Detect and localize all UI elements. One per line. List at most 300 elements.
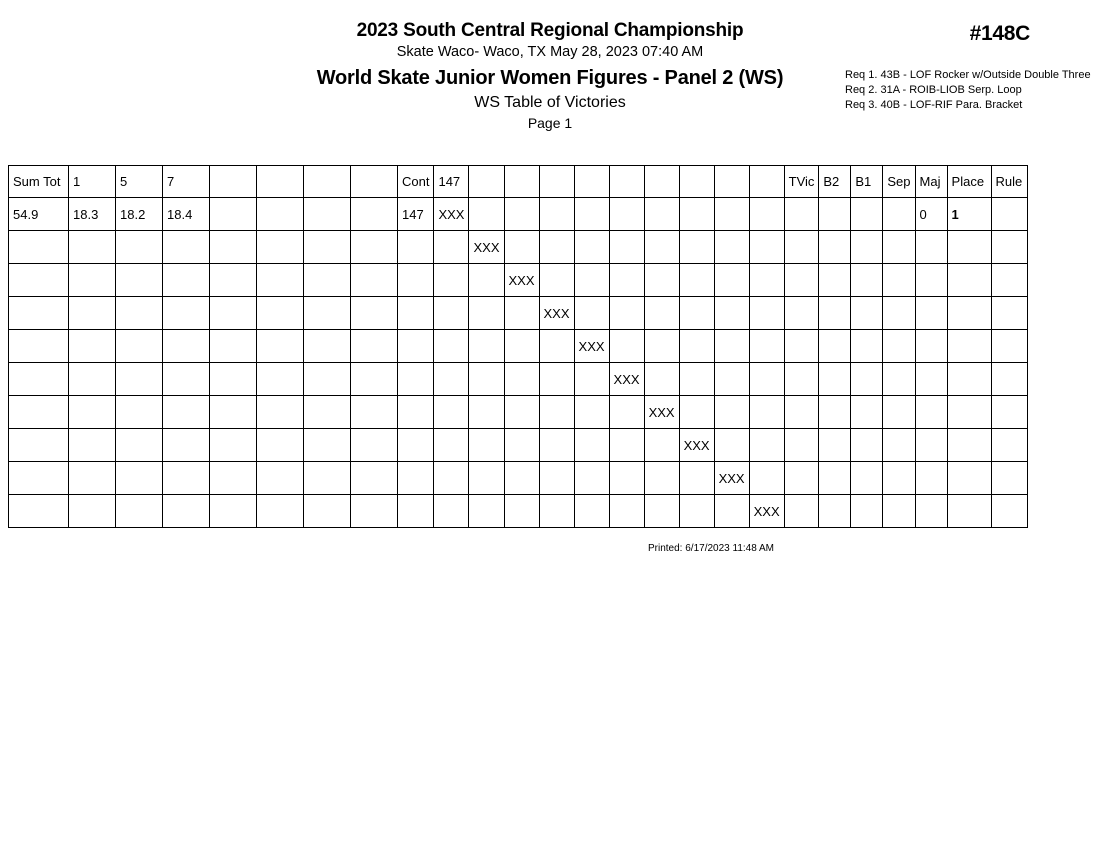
table-cell [9,396,69,429]
table-cell [991,495,1027,528]
table-cell [644,264,679,297]
table-cell [819,396,851,429]
table-cell [398,462,434,495]
table-cell [469,363,504,396]
table-cell [883,297,915,330]
table-cell [883,231,915,264]
table-cell [539,429,574,462]
table-cell [398,264,434,297]
table-cell [304,429,351,462]
blocked-cell: XXX [644,396,679,429]
table-cell: 0 [915,198,947,231]
table-cell [679,396,714,429]
table-cell [714,231,749,264]
table-cell [947,363,991,396]
table-cell [679,330,714,363]
column-header [504,166,539,198]
table-row [9,264,1028,297]
table-cell [609,297,644,330]
table-cell [210,429,257,462]
table-cell [609,396,644,429]
table-cell [644,495,679,528]
table-cell [304,462,351,495]
column-header [574,166,609,198]
column-header [351,166,398,198]
table-cell [351,363,398,396]
table-cell [351,429,398,462]
table-cell: 18.3 [69,198,116,231]
column-header: 147 [434,166,469,198]
table-cell [574,231,609,264]
table-cell [434,429,469,462]
table-cell [469,396,504,429]
column-header [714,166,749,198]
table-cell [257,462,304,495]
table-cell [9,363,69,396]
table-cell [210,495,257,528]
table-cell [749,231,784,264]
table-cell [915,297,947,330]
table-cell [644,330,679,363]
column-header: 1 [69,166,116,198]
table-cell [304,495,351,528]
table-cell [504,198,539,231]
table-cell [915,429,947,462]
column-header [679,166,714,198]
table-cell [210,231,257,264]
table-cell [351,231,398,264]
table-cell [609,330,644,363]
table-row [9,462,1028,495]
table-cell [351,198,398,231]
table-cell [915,462,947,495]
table-cell [819,231,851,264]
table-cell [304,264,351,297]
column-header: Sum Tot [9,166,69,198]
table-cell [351,495,398,528]
table-cell [644,363,679,396]
table-cell [304,396,351,429]
table-cell [714,396,749,429]
column-header: Rule [991,166,1027,198]
table-cell [644,429,679,462]
table-cell [991,231,1027,264]
table-cell [469,264,504,297]
table-cell [749,363,784,396]
table-cell [210,264,257,297]
table-cell [257,429,304,462]
blocked-cell: XXX [434,198,469,231]
table-cell [609,231,644,264]
column-header: 5 [116,166,163,198]
table-cell [784,297,819,330]
table-cell [257,297,304,330]
blocked-cell: XXX [574,330,609,363]
table-cell [714,495,749,528]
table-cell [434,297,469,330]
table-cell [749,396,784,429]
table-cell [851,198,883,231]
blocked-cell: XXX [714,462,749,495]
table-cell [257,495,304,528]
table-cell [434,396,469,429]
table-cell [539,396,574,429]
table-cell [539,231,574,264]
table-cell [469,297,504,330]
table-cell [851,231,883,264]
table-cell [784,429,819,462]
table-cell [539,363,574,396]
table-cell [609,264,644,297]
table-cell [883,330,915,363]
table-cell [883,429,915,462]
table-cell [714,297,749,330]
table-cell [947,462,991,495]
table-cell [210,396,257,429]
table-cell [883,396,915,429]
column-header: Place [947,166,991,198]
table-cell [398,297,434,330]
table-cell [819,264,851,297]
table-cell [714,198,749,231]
table-cell [609,198,644,231]
table-cell [947,495,991,528]
table-cell [851,462,883,495]
table-cell [351,330,398,363]
table-cell [574,198,609,231]
table-cell [304,363,351,396]
table-cell: 54.9 [9,198,69,231]
table-cell [991,330,1027,363]
column-header [749,166,784,198]
table-cell [574,462,609,495]
table-cell [679,198,714,231]
table-cell [504,231,539,264]
table-row [9,396,1028,429]
column-header [539,166,574,198]
table-cell [504,330,539,363]
table-cell [851,396,883,429]
victories-table [8,165,1028,528]
table-cell [574,363,609,396]
blocked-cell: XXX [679,429,714,462]
column-header: TVic [784,166,819,198]
table-cell [915,495,947,528]
table-cell [679,297,714,330]
table-cell [257,264,304,297]
table-cell [679,495,714,528]
table-cell [539,462,574,495]
table-cell [714,264,749,297]
table-cell [504,297,539,330]
table-cell [351,396,398,429]
column-header: Cont [398,166,434,198]
table-cell [163,297,210,330]
table-row [9,495,1028,528]
table-of-victories [8,165,1028,528]
table-cell [714,429,749,462]
blocked-cell: XXX [539,297,574,330]
table-cell [883,198,915,231]
column-header: Maj [915,166,947,198]
table-cell [947,231,991,264]
column-header: Sep [883,166,915,198]
table-cell [69,495,116,528]
table-cell [883,495,915,528]
table-cell [851,363,883,396]
table-cell [163,231,210,264]
column-header: 7 [163,166,210,198]
printed-timestamp: Printed: 6/17/2023 11:48 AM [648,543,775,554]
panel-title: World Skate Junior Women Figures - Panel 2 (WS) [316,67,784,89]
table-cell [539,495,574,528]
table-cell [574,264,609,297]
table-cell [351,297,398,330]
table-cell [574,495,609,528]
table-cell [609,495,644,528]
table-cell [69,231,116,264]
requirement-item: Req 3. 40B - LOF-RIF Para. Bracket [845,99,1023,111]
table-cell [991,198,1027,231]
column-header [304,166,351,198]
table-cell [784,231,819,264]
table-cell [434,495,469,528]
table-cell [257,198,304,231]
table-cell [947,330,991,363]
table-cell [116,396,163,429]
table-cell [915,330,947,363]
table-cell [116,330,163,363]
table-cell [504,429,539,462]
table-cell [539,264,574,297]
table-cell [69,462,116,495]
table-cell [398,396,434,429]
table-cell [163,363,210,396]
table-cell [469,330,504,363]
table-cell [947,297,991,330]
table-cell [69,396,116,429]
table-cell [398,363,434,396]
table-cell [749,297,784,330]
table-cell [991,363,1027,396]
table-cell [398,330,434,363]
table-cell [819,198,851,231]
table-cell [163,429,210,462]
table-cell [257,363,304,396]
table-cell [304,231,351,264]
table-cell [504,462,539,495]
table-cell [351,462,398,495]
table-cell [304,297,351,330]
table-cell: 147 [398,198,434,231]
table-cell [991,264,1027,297]
table-cell [504,363,539,396]
table-cell [819,363,851,396]
table-cell [351,264,398,297]
table-cell [434,231,469,264]
column-header: B2 [819,166,851,198]
table-row [9,297,1028,330]
table-cell [784,330,819,363]
table-cell [257,396,304,429]
table-cell [749,264,784,297]
table-cell [163,330,210,363]
table-cell [574,396,609,429]
table-cell [9,231,69,264]
event-title: 2023 South Central Regional Championship [356,20,744,41]
table-cell [714,330,749,363]
table-cell [574,297,609,330]
table-cell [574,429,609,462]
table-cell [9,495,69,528]
blocked-cell: XXX [609,363,644,396]
table-row [9,363,1028,396]
table-row [9,231,1028,264]
table-cell [257,231,304,264]
table-cell [819,429,851,462]
table-cell [915,264,947,297]
place-cell: 1 [947,198,991,231]
blocked-cell: XXX [749,495,784,528]
table-cell [609,429,644,462]
table-cell [163,264,210,297]
blocked-cell: XXX [469,231,504,264]
table-cell [609,462,644,495]
table-cell [819,297,851,330]
table-cell [539,330,574,363]
table-cell [434,363,469,396]
table-cell [398,231,434,264]
table-cell [819,330,851,363]
table-cell [469,495,504,528]
table-cell [749,429,784,462]
table-cell [210,198,257,231]
table-cell [991,462,1027,495]
table-cell [991,429,1027,462]
table-cell [749,198,784,231]
document-header [0,0,1100,140]
table-cell [679,231,714,264]
table-cell [851,264,883,297]
table-cell [504,495,539,528]
requirements-list [845,68,1091,113]
column-header: B1 [851,166,883,198]
table-cell [304,330,351,363]
table-cell [714,363,749,396]
column-header [644,166,679,198]
table-cell [784,264,819,297]
table-cell [9,297,69,330]
table-cell [784,462,819,495]
table-cell [784,198,819,231]
table-cell [210,363,257,396]
table-cell [991,396,1027,429]
table-cell [644,462,679,495]
table-cell [915,231,947,264]
table-cell [116,297,163,330]
table-cell [749,330,784,363]
table-cell [434,462,469,495]
column-header [469,166,504,198]
table-cell [116,495,163,528]
table-cell [851,429,883,462]
table-cell [116,429,163,462]
table-cell [304,198,351,231]
table-cell [539,198,574,231]
column-header [609,166,644,198]
table-cell [883,264,915,297]
table-cell [469,198,504,231]
table-row [9,198,1028,231]
table-cell [883,363,915,396]
document-type: WS Table of Victories [474,94,626,111]
table-cell [116,264,163,297]
table-cell [947,429,991,462]
table-cell [69,264,116,297]
table-cell [69,330,116,363]
table-cell [851,495,883,528]
table-cell [9,462,69,495]
table-cell [851,330,883,363]
table-cell [644,231,679,264]
column-header [257,166,304,198]
blocked-cell: XXX [504,264,539,297]
table-cell: 18.4 [163,198,210,231]
column-header [210,166,257,198]
table-cell [257,330,304,363]
table-cell [398,495,434,528]
table-cell [947,264,991,297]
bib-number: #148C [969,22,1030,45]
table-cell [679,462,714,495]
table-cell [469,429,504,462]
table-cell [784,495,819,528]
table-cell [915,396,947,429]
table-cell [163,462,210,495]
table-cell [9,330,69,363]
table-cell [947,396,991,429]
table-cell [116,363,163,396]
page-number: Page 1 [527,115,573,131]
table-cell [210,330,257,363]
table-cell [69,363,116,396]
table-cell [504,396,539,429]
table-cell [210,462,257,495]
table-cell [398,429,434,462]
table-cell [915,363,947,396]
table-cell [784,396,819,429]
table-cell [883,462,915,495]
event-subtitle: Skate Waco- Waco, TX May 28, 2023 07:40 AM [396,44,704,60]
table-cell [163,495,210,528]
table-cell [210,297,257,330]
table-cell [69,429,116,462]
table-cell [784,363,819,396]
table-cell [991,297,1027,330]
table-cell [434,330,469,363]
table-cell [9,429,69,462]
table-cell [69,297,116,330]
requirement-item: Req 1. 43B - LOF Rocker w/Outside Double Three [845,69,1091,81]
table-cell [163,396,210,429]
table-cell [469,462,504,495]
table-cell [9,264,69,297]
table-cell [644,198,679,231]
table-cell [819,462,851,495]
table-cell [819,495,851,528]
table-cell [749,462,784,495]
table-cell [116,231,163,264]
